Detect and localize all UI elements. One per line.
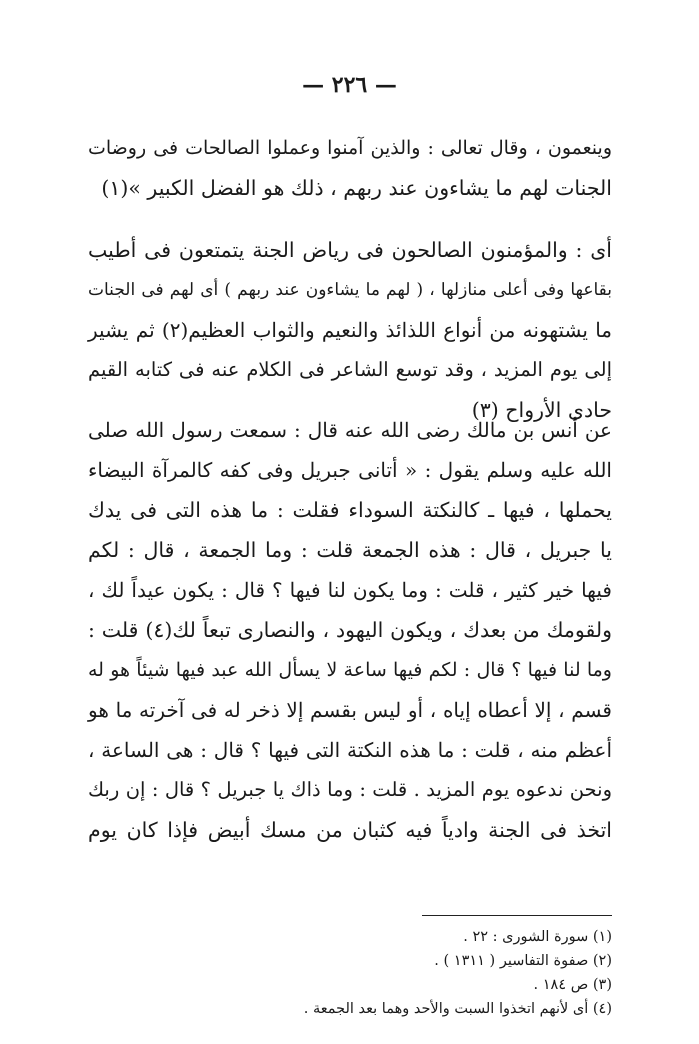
text-line: أعظم منه ، قلت : ما هذه النكتة التى فيها ؟ قال : هى الساعة ، <box>88 738 612 762</box>
text-line: وما لنا فيها ؟ قال : لكم فيها ساعة لا يسأل الله عبد فيها شيئاً هو له <box>88 659 612 681</box>
text-line: أى : والمؤمنون الصالحون فى رياض الجنة يتمتعون فى أطيب <box>88 238 612 262</box>
footnotes <box>200 925 612 1021</box>
text-line: فيها خير كثير ، قلت : وما يكون لنا فيها ؟ قال : يكون عيداً لك ، <box>88 578 612 602</box>
paragraph-2 <box>88 230 612 430</box>
text-line: قسم ، إلا أعطاه إياه ، أو ليس بقسم إلا ذخر له فى آخرته ما هو <box>88 698 612 722</box>
text-line: حادى الأرواح (٣) <box>471 398 612 422</box>
page-number: — ٢٢٦ — <box>302 72 397 98</box>
text-line: الجنات لهم ما يشاءون عند ربهم ، ذلك هو الفضل الكبير »(١) <box>101 176 612 200</box>
footnote-4: (٤) أى لأنهم اتخذوا السبت والأحد وهما بعد الجمعة . <box>303 1001 612 1017</box>
text-line: يا جبريل ، قال : هذه الجمعة قلت : وما الجمعة ، قال : لكم <box>88 538 612 562</box>
footnote-1: (١) سورة الشورى : ٢٢ . <box>463 929 612 945</box>
paragraph-3 <box>88 410 612 850</box>
text-line: يحملها ، فيها ـ كالنكتة السوداء فقلت : ما هذه التى فى يدك <box>88 498 612 522</box>
text-line: وينعمون ، وقال تعالى : والذين آمنوا وعملوا الصالحات فى روضات <box>88 137 612 159</box>
footnote-divider <box>422 915 612 916</box>
text-line: عن أنس بن مالك رضى الله عنه قال : سمعت رسول الله صلى <box>88 418 612 442</box>
text-line: اتخذ فى الجنة وادياً فيه كثبان من مسك أبيض فإذا كان يوم <box>88 818 612 842</box>
footnote-3: (٣) ص ١٨٤ . <box>533 977 612 993</box>
paragraph-1 <box>88 128 612 208</box>
text-line: إلى يوم المزيد ، وقد توسع الشاعر فى الكلام عنه فى كتابه القيم <box>88 358 612 381</box>
text-line: ونحن ندعوه يوم المزيد . قلت : وما ذاك يا جبريل ؟ قال : إن ربك <box>88 778 612 801</box>
text-line: ما يشتهونه من أنواع اللذائذ والنعيم والثواب العظيم(٢) ثم يشير <box>88 318 613 342</box>
text-line: الله عليه وسلم يقول : « أتانى جبريل وفى كفه كالمرآة البيضاء <box>88 458 612 482</box>
text-line: ولقومك من بعدك ، ويكون اليهود ، والنصارى تبعاً لك(٤) قلت : <box>88 618 613 642</box>
text-line: بقاعها وفى أعلى منازلها ، ( لهم ما يشاءون عند ربهم ) أى لهم فى الجنات <box>88 280 612 300</box>
footnote-2: (٢) صفوة التفاسير ( ١٣١١ ) . <box>434 953 612 969</box>
